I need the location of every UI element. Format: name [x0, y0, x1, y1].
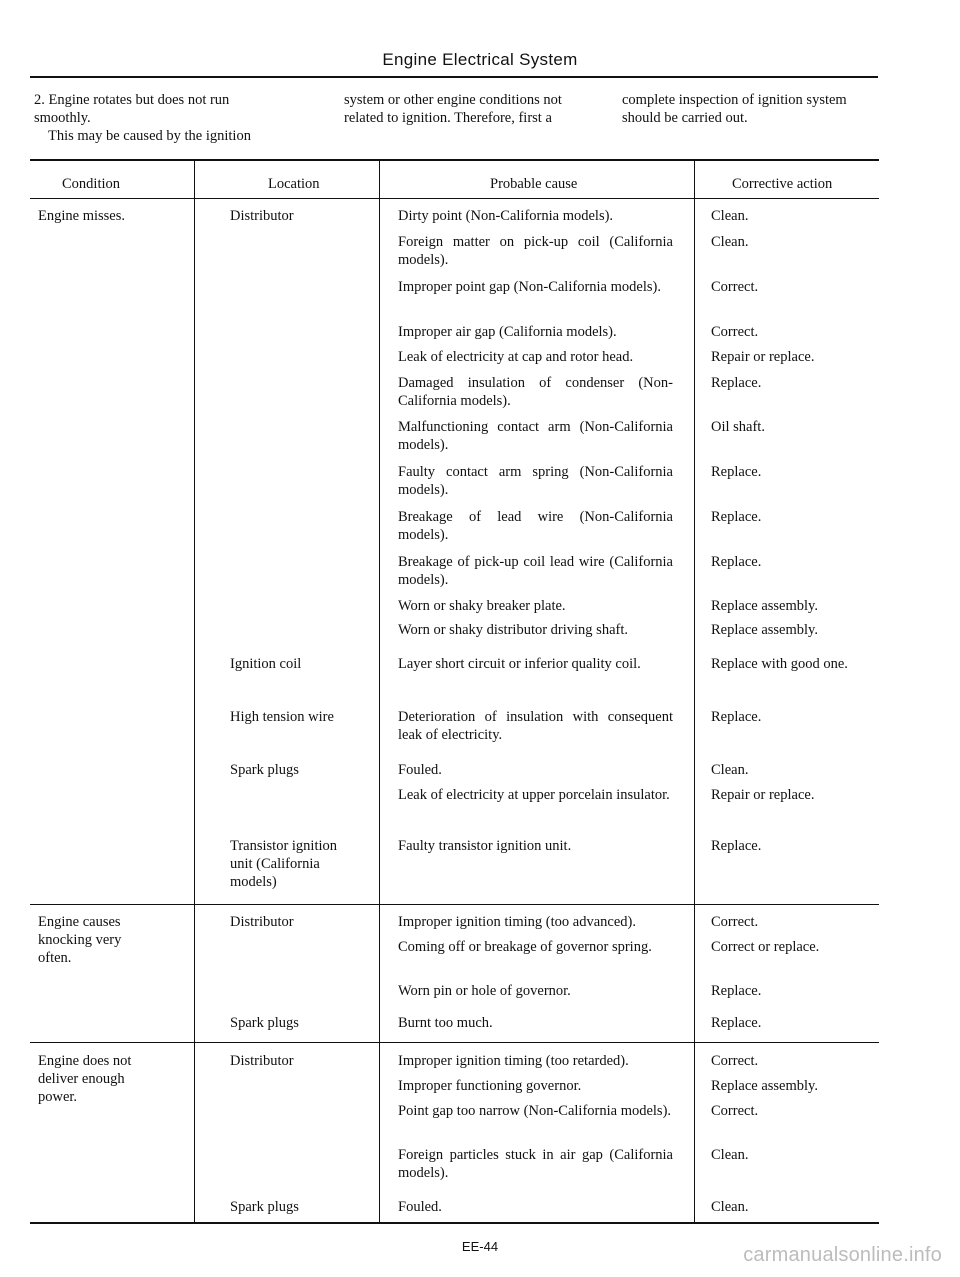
action-cell: Repair or replace. [711, 787, 815, 803]
column-divider [379, 160, 380, 1223]
cause-cell: Fouled. [398, 762, 442, 778]
action-cell: Clean. [711, 762, 749, 778]
header-action: Corrective action [732, 176, 833, 192]
watermark: carmanualsonline.info [743, 1244, 942, 1266]
action-cell: Replace. [711, 464, 762, 480]
cause-cell: Fouled. [398, 1199, 442, 1215]
intro-column-2 [344, 91, 562, 127]
cause-cell: Improper ignition timing (too advanced). [398, 914, 636, 930]
intro-line: 2. Engine rotates but does not run [34, 92, 230, 108]
action-cell: Replace. [711, 1015, 762, 1031]
header-cause: Probable cause [490, 176, 578, 192]
intro-line: system or other engine conditions not [344, 92, 562, 108]
location-cell: High tension wire [230, 709, 334, 725]
intro-line: complete inspection of ignition system [622, 92, 847, 108]
action-cell: Replace assembly. [711, 598, 818, 614]
location-cell: Distributor [230, 914, 294, 930]
intro-line: smoothly. [34, 110, 91, 126]
cause-cell: Foreign matter on pick-up coil (California models). [398, 234, 673, 268]
header-condition: Condition [62, 176, 121, 192]
intro-column-3 [622, 91, 847, 127]
cause-cell: Worn pin or hole of governor. [398, 983, 571, 999]
cause-cell: Breakage of pick-up coil lead wire (California models). [398, 554, 673, 588]
cause-cell: Improper point gap (Non-California models). [398, 279, 661, 295]
cause-cell: Burnt too much. [398, 1015, 493, 1031]
action-cell: Replace. [711, 838, 762, 854]
action-cell: Correct. [711, 279, 759, 295]
action-cell: Replace with good one. [711, 656, 848, 672]
cause-cell: Foreign particles stuck in air gap (California models). [398, 1147, 673, 1181]
table-bottom-rule [30, 1222, 879, 1224]
cause-cell: Faulty transistor ignition unit. [398, 838, 572, 854]
cause-cell: Worn or shaky distributor driving shaft. [398, 622, 628, 638]
header-rule [30, 76, 878, 78]
action-cell: Correct. [711, 1053, 759, 1069]
location-cell: Distributor [230, 208, 294, 224]
action-cell: Replace. [711, 375, 762, 391]
intro-line: This may be caused by the ignition [48, 128, 251, 144]
action-cell: Clean. [711, 1147, 749, 1163]
page-number: EE-44 [461, 1239, 499, 1254]
cause-cell: Deterioration of insulation with consequent leak of electricity. [398, 709, 673, 743]
action-cell: Correct. [711, 1103, 759, 1119]
cause-cell: Breakage of lead wire (Non-California models). [398, 509, 673, 543]
condition-cell: Engine causes knocking very often. [38, 914, 122, 966]
condition-cell: Engine does not deliver enough power. [38, 1053, 132, 1105]
cause-cell: Dirty point (Non-California models). [398, 208, 614, 224]
action-cell: Correct. [711, 914, 759, 930]
action-cell: Clean. [711, 1199, 749, 1215]
column-divider [194, 160, 195, 1223]
intro-line: related to ignition. Therefore, first a [344, 110, 552, 126]
cause-cell: Faulty contact arm spring (Non-California models). [398, 464, 673, 498]
intro-line: should be carried out. [622, 110, 748, 126]
cause-cell: Point gap too narrow (Non-California models). [398, 1103, 672, 1119]
cause-cell: Layer short circuit or inferior quality coil. [398, 656, 641, 672]
cause-cell: Improper ignition timing (too retarded). [398, 1053, 629, 1069]
cause-cell: Malfunctioning contact arm (Non-California models). [398, 419, 673, 453]
condition-cell: Engine misses. [38, 208, 125, 224]
header-location: Location [268, 176, 320, 192]
cause-cell: Leak of electricity at upper porcelain insulator. [398, 787, 670, 803]
action-cell: Oil shaft. [711, 419, 765, 435]
cause-cell: Worn or shaky breaker plate. [398, 598, 566, 614]
table-header-rule [30, 198, 879, 199]
location-cell: Transistor ignition unit (California models) [230, 838, 338, 890]
action-cell: Replace. [711, 709, 762, 725]
action-cell: Replace. [711, 509, 762, 525]
column-divider [694, 160, 695, 1223]
location-cell: Distributor [230, 1053, 294, 1069]
group-divider [30, 904, 879, 905]
location-cell: Spark plugs [230, 762, 299, 778]
cause-cell: Damaged insulation of condenser (Non-California models). [398, 375, 673, 409]
action-cell: Replace. [711, 554, 762, 570]
action-cell: Replace. [711, 983, 762, 999]
cause-cell: Coming off or breakage of governor spring. [398, 939, 652, 955]
cause-cell: Leak of electricity at cap and rotor head. [398, 349, 634, 365]
action-cell: Correct. [711, 324, 759, 340]
page-title: Engine Electrical System [382, 50, 578, 69]
action-cell: Replace assembly. [711, 622, 818, 638]
group-divider [30, 1042, 879, 1043]
action-cell: Replace assembly. [711, 1078, 818, 1094]
cause-cell: Improper functioning governor. [398, 1078, 582, 1094]
action-cell: Clean. [711, 208, 749, 224]
cause-cell: Improper air gap (California models). [398, 324, 617, 340]
location-cell: Spark plugs [230, 1199, 299, 1215]
location-cell: Ignition coil [230, 656, 302, 672]
action-cell: Repair or replace. [711, 349, 815, 365]
location-cell: Spark plugs [230, 1015, 299, 1031]
action-cell: Clean. [711, 234, 749, 250]
action-cell: Correct or replace. [711, 939, 820, 955]
table-top-rule [30, 159, 879, 161]
intro-column-1 [34, 91, 251, 145]
